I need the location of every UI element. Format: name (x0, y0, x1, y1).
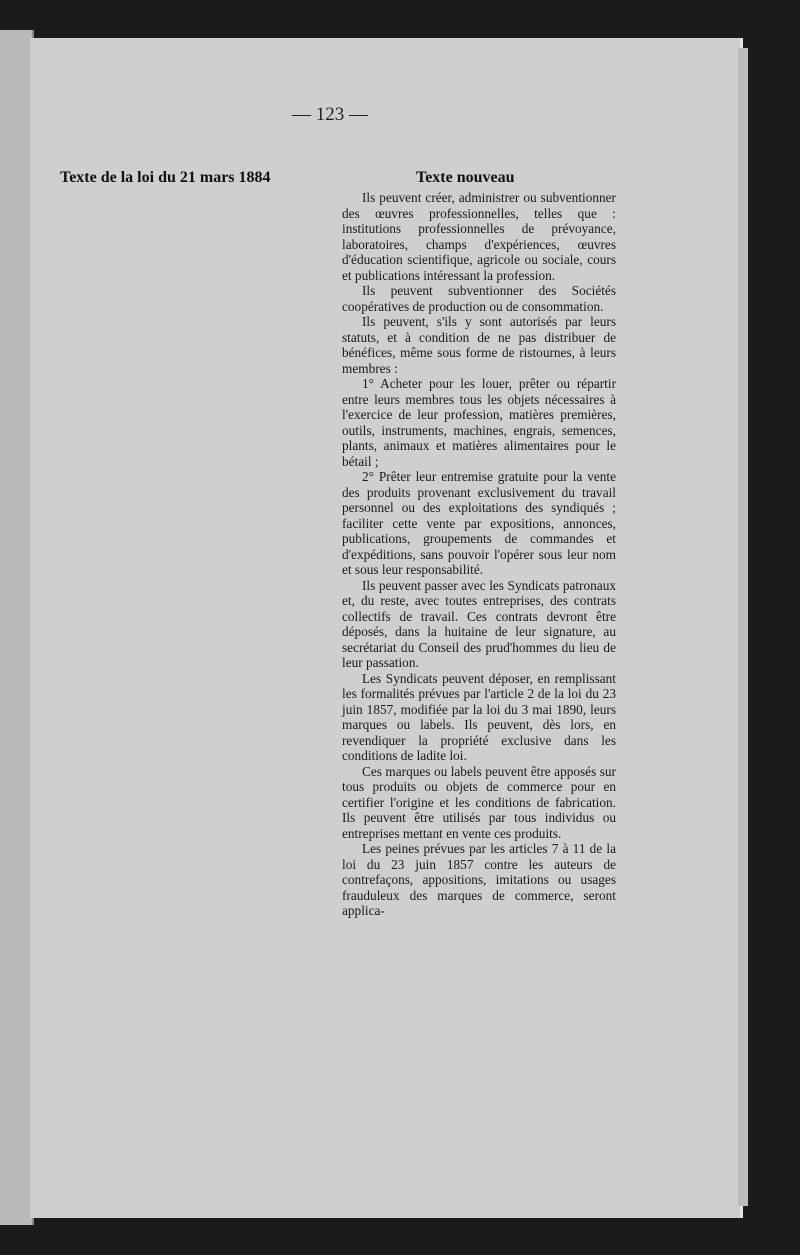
paragraph: Ces marques ou labels peuvent être apposés sur tous produits ou objets de commerce pour en certifier l'origine et les conditions de fabrication. Ils peuvent être utilisés par tous individus ou entreprises mettant en vente ces produits. (342, 763, 616, 841)
paragraph: 2° Prêter leur entremise gratuite pour la vente des produits provenant exclusivement du travail personnel ou des exploitations des syndiqués ; faciliter cette vente par expositions, annonces, publications, groupements de commandes et d'expéditions, sans pouvoir l'opérer sous leur nom et sous leur responsabilité. (342, 469, 616, 577)
paragraph: Les Syndicats peuvent déposer, en remplissant les formalités prévues par l'article 2 de la loi du 23 juin 1857, modifiée par la loi du 3 mai 1890, leurs marques ou labels. Ils peuvent, dès lors, en revendiquer la propriété exclusive dans les conditions de ladite loi. (342, 670, 616, 763)
facing-page-edge (0, 30, 34, 1225)
page-stack-edge (738, 48, 748, 1206)
right-column-text (342, 190, 616, 919)
page-number: — 123 — (292, 104, 368, 125)
left-column-heading: Texte de la loi du 21 mars 1884 (60, 169, 271, 186)
paragraph: Ils peuvent, s'ils y sont autorisés par leurs statuts, et à condition de ne pas distribuer de bénéfices, même sous forme de ristournes, à leurs membres : (342, 314, 616, 376)
right-column-heading: Texte nouveau (416, 169, 515, 186)
paragraph: Les peines prévues par les articles 7 à 11 de la loi du 23 juin 1857 contre les auteurs de contrefaçons, appositions, imitations ou usages frauduleux des marques de commerce, seront applica- (342, 841, 616, 918)
paragraph: 1° Acheter pour les louer, prêter ou répartir entre leurs membres tous les objets nécessaires à l'exercice de leur profession, matières premières, outils, instruments, machines, engrais, semences, plants, animaux et matières alimentaires pour le bétail ; (342, 376, 616, 469)
paragraph: Ils peuvent passer avec les Syndicats patronaux et, du reste, avec toutes entreprises, des contrats collectifs de travail. Ces contrats devront être déposés, dans la huitaine de leur signature, au secrétariat du Conseil des prud'hommes du lieu de leur passation. (342, 577, 616, 670)
paragraph: Ils peuvent créer, administrer ou subventionner des œuvres professionnelles, telles que : institutions professionnelles de prévoyance, laboratoires, champs d'expériences, œuvres d'éducation scientifique, agricole ou sociale, cours et publications intéressant la profession. (342, 190, 616, 283)
paragraph: Ils peuvent subventionner des Sociétés coopératives de production ou de consommation. (342, 283, 616, 314)
